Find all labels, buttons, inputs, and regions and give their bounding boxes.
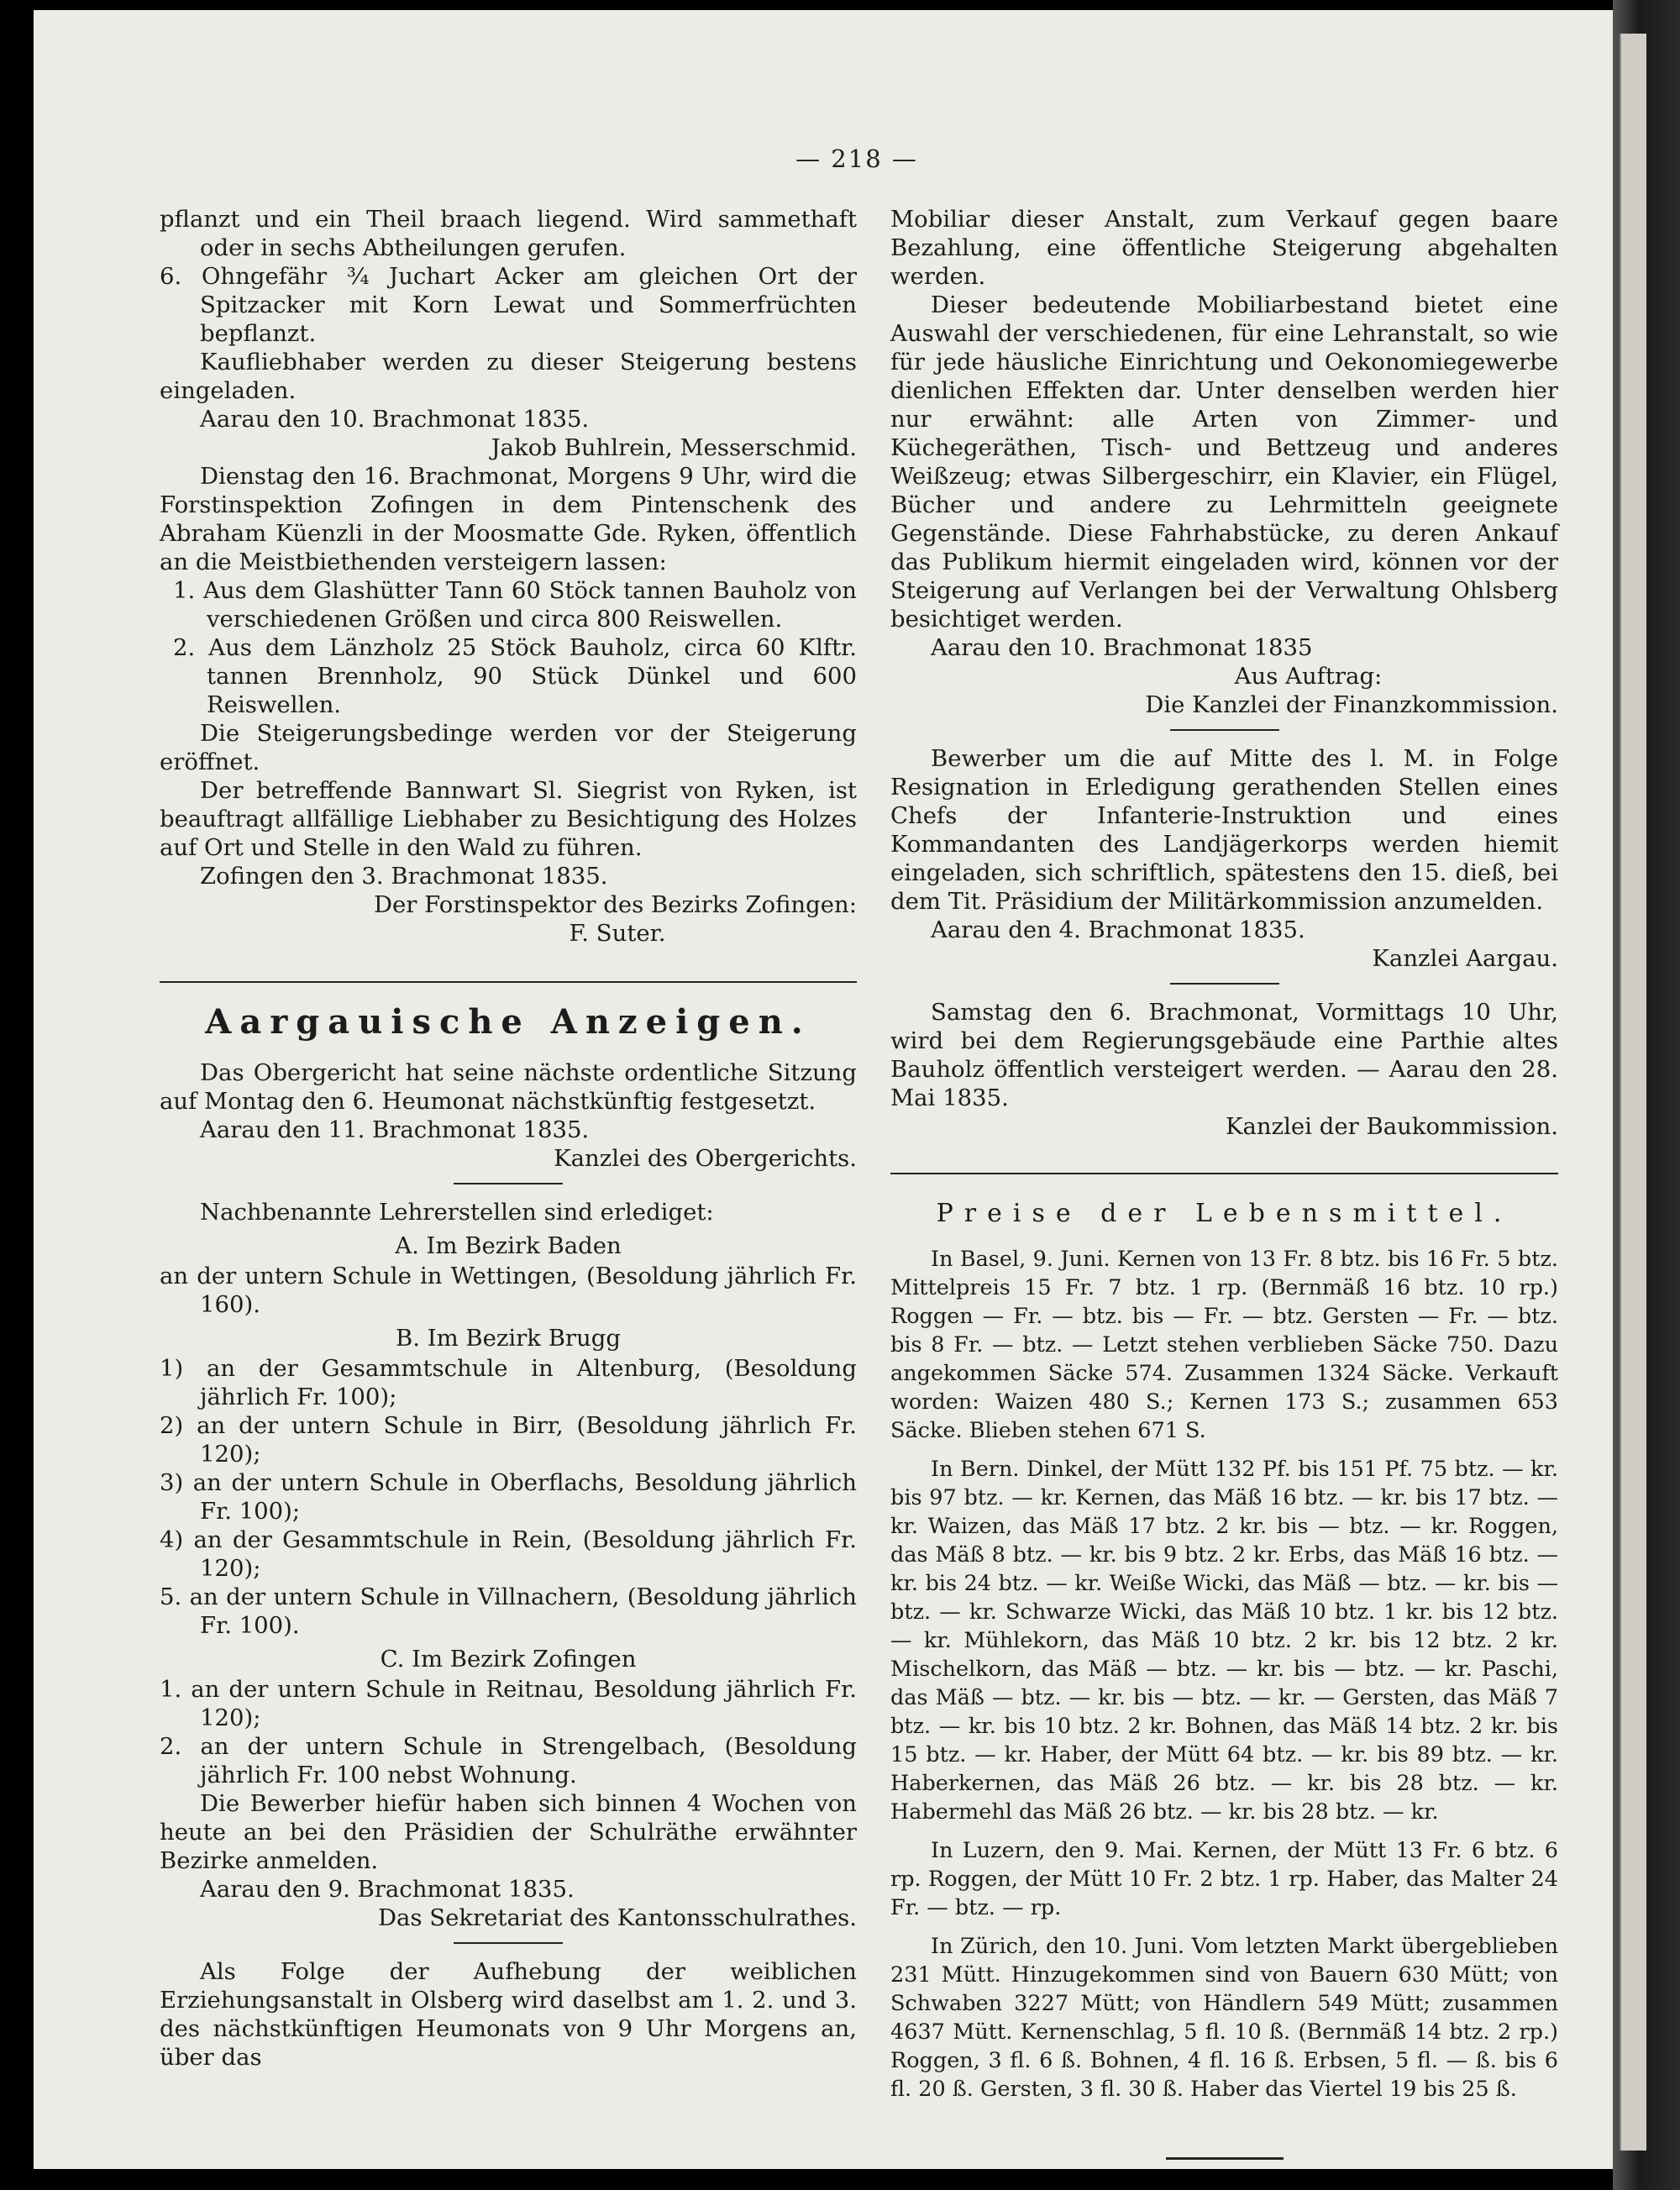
samstag-sig: Kanzlei der Baukommission. bbox=[1225, 1113, 1558, 1140]
forst-sig-2: F. Suter. bbox=[569, 920, 666, 947]
forst-intro: Dienstag den 16. Brachmonat, Morgens 9 Uhr, wird die Forstinspektion Zofingen in dem Pintenschenk des Abraham Küenzli in der Moosmatte Gde. Ryken, öffentlich an die Meistbiethenden versteigern lassen: bbox=[160, 463, 857, 575]
district-b-item: 3) an der untern Schule in Oberflachs, Besoldung jährlich Fr. 100); bbox=[160, 1469, 857, 1525]
district-c-item: 1. an der untern Schule in Reitnau, Besoldung jährlich Fr. 120); bbox=[160, 1676, 857, 1731]
lot-6: 6. Ohngefähr ¾ Juchart Acker am gleichen Ort der Spitzacker mit Korn Lewat und Sommerfrüchten bepflanzt. bbox=[160, 263, 857, 347]
lehrer-bewerber: Die Bewerber hiefür haben sich binnen 4 Wochen von heute an bei den Präsidien der Schulräthe erwähnter Bezirke anmelden. bbox=[160, 1790, 857, 1874]
district-b-item: 1) an der Gesammtschule in Altenburg, (Besoldung jährlich Fr. 100); bbox=[160, 1355, 857, 1410]
section-divider bbox=[160, 981, 857, 983]
section-divider bbox=[890, 1173, 1558, 1174]
date-line: Aarau den 10. Brachmonat 1835. bbox=[200, 406, 590, 433]
forst-item-2: 2. Aus dem Länzholz 25 Stöck Bauholz, circa 60 Klftr. tannen Brennholz, 90 Stück Dünkel und 600 Reiswellen. bbox=[173, 634, 857, 718]
lot-5-cont: pflanzt und ein Theil braach liegend. Wird sammethaft oder in sechs Abtheilungen gerufen. bbox=[160, 206, 857, 261]
divider bbox=[1170, 729, 1279, 731]
obergericht-date: Aarau den 11. Brachmonat 1835. bbox=[200, 1116, 590, 1143]
district-b-item: 2) an der untern Schule in Birr, (Besoldung jährlich Fr. 120); bbox=[160, 1412, 857, 1468]
price-zuerich: In Zürich, den 10. Juni. Vom letzten Markt übergeblieben 231 Mütt. Hinzugekommen sind von Bauern 630 Mütt; von Schwaben 3227 Mütt; von Händlern 549 Mütt; zusammen 4637 Mütt. Kernenschlag, 5 fl. 10 ß. (Bernmäß 14 btz. 2 rp.) Roggen, 3 fl. 6 ß. Bohnen, 4 fl. 16 ß. Erbsen, 5 fl. — ß. bis 6 fl. 20 ß. Gersten, 3 fl. 30 ß. Haber das Viertel 19 bis 25 ß. bbox=[890, 1934, 1558, 2102]
page-number: — 218 — bbox=[795, 144, 918, 173]
signature: Jakob Buhlrein, Messerschmid. bbox=[491, 434, 857, 461]
divider bbox=[454, 1942, 563, 1944]
end-rule bbox=[1166, 2157, 1284, 2160]
samstag-notice: Samstag den 6. Brachmonat, Vormittags 10 Uhr, wird bei dem Regierungsgebäude eine Parthie altes Bauholz öffentlich versteigert werden. — Aarau den 28. Mai 1835. bbox=[890, 999, 1558, 1111]
price-luzern: In Luzern, den 9. Mai. Kernen, der Mütt 13 Fr. 6 btz. 6 rp. Roggen, der Mütt 10 Fr. 2 btz. 1 rp. Haber, das Malter 24 Fr. — btz. — rp. bbox=[890, 1838, 1558, 1920]
prices-heading: Preise der Lebensmittel. bbox=[936, 1199, 1513, 1228]
district-b-item: 5. an der untern Schule in Villnachern, (Besoldung jährlich Fr. 100). bbox=[160, 1583, 857, 1639]
price-bern: In Bern. Dinkel, der Mütt 132 Pf. bis 151 Pf. 75 btz. — kr. bis 97 btz. — kr. Kernen, das Mäß 16 btz. — kr. bis 17 btz. — kr. Waizen, das Mäß 17 btz. 2 kr. bis — btz. — kr. Roggen, das Mäß 8 btz. — kr. bis 9 btz. 2 kr. Erbs, das Mäß 16 btz. — kr. bis 24 btz. — kr. Weiße Wicki, das Mäß — btz. — kr. bis — btz. — kr. Schwarze Wicki, das Mäß 10 btz. 1 kr. bis 12 btz. — kr. Mühlekorn, das Mäß 10 btz. 2 kr. bis 12 btz. 2 kr. Mischelkorn, das Mäß — btz. — kr. bis — btz. — kr. Paschi, das Mäß — btz. — kr. bis — btz. — kr. — Gersten, das Mäß 7 btz. — kr. bis 10 btz. 2 kr. Bohnen, das Mäß 14 btz. 2 kr. bis 15 btz. — kr. Haber, der Mütt 64 btz. — kr. bis 89 btz. — kr. Haberkernen, das Mäß 26 btz. — kr. bis 28 btz. — kr. Habermehl das Mäß 26 btz. — kr. bis 28 btz. — kr. bbox=[890, 1457, 1558, 1825]
forst-bannwart: Der betreffende Bannwart Sl. Siegrist von Ryken, ist beauftragt allfällige Liebhaber zu Besichtigung des Holzes auf Ort und Stelle in den Wald zu führen. bbox=[160, 777, 857, 861]
invitation: Kaufliebhaber werden zu dieser Steigerung bestens eingeladen. bbox=[160, 349, 857, 404]
lehrer-date: Aarau den 9. Brachmonat 1835. bbox=[200, 1876, 575, 1903]
forst-sig-1: Der Forstinspektor des Bezirks Zofingen: bbox=[373, 891, 857, 918]
forst-item-1: 1. Aus dem Glashütter Tann 60 Stöck tannen Bauholz von verschiedenen Größen und circa 800 Reiswellen. bbox=[173, 577, 857, 633]
bewerber-sig: Kanzlei Aargau. bbox=[1372, 945, 1558, 972]
obergericht-notice: Das Obergericht hat seine nächste ordentliche Sitzung auf Montag den 6. Heumonat nächstkünftig festgesetzt. bbox=[160, 1059, 857, 1115]
district-a-item: an der untern Schule in Wettingen, (Besoldung jährlich Fr. 160). bbox=[160, 1263, 857, 1318]
olsberg-notice-cont: Mobiliar dieser Anstalt, zum Verkauf gegen baare Bezahlung, eine öffentliche Steigerung abgehalten werden. bbox=[890, 206, 1558, 290]
forst-bedinge: Die Steigerungsbedinge werden vor der Steigerung eröffnet. bbox=[160, 720, 857, 775]
divider bbox=[1170, 983, 1279, 985]
newspaper-page bbox=[34, 10, 1613, 2169]
price-basel: In Basel, 9. Juni. Kernen von 13 Fr. 8 btz. bis 16 Fr. 5 btz. Mittelpreis 15 Fr. 7 btz. 1 rp. (Bernmäß 16 btz. 10 rp.) Roggen — Fr. — btz. bis — Fr. — btz. Gersten — Fr. — btz. bis 8 Fr. — btz. — Letzt stehen verblieben Säcke 750. Dazu angekommen Säcke 574. Zusammen 1324 Säcke. Verkauft worden: Waizen 480 S.; Kernen 173 S.; zusammen 653 Säcke. Blieben stehen 671 S. bbox=[890, 1247, 1558, 1443]
obergericht-sig: Kanzlei des Obergerichts. bbox=[554, 1145, 857, 1172]
mobiliar-text: Dieser bedeutende Mobiliarbestand bietet eine Auswahl der verschiedenen, für eine Lehranstalt, so wie für jede häusliche Einrichtung und Oekonomiegewerbe dienlichen Effekten dar. Unter denselben werden hier nur erwähnt: alle Arten von Zimmer- und Küchegeräthen, Tisch- und Bettzeug und anderes Weißzeug; etwas Silbergeschirr, ein Klavier, ein Flügel, Bücher und andere zu Lehrmitteln geeignete Gegenstände. Diese Fahrhabstücke, zu deren Ankauf das Publikum hiermit eingeladen wird, können vor der Steigerung auf Verlangen bei der Verwaltung Ohlsberg besichtiget werden. bbox=[890, 291, 1558, 633]
district-c-item: 2. an der untern Schule in Strengelbach, (Besoldung jährlich Fr. 100 nebst Wohnung. bbox=[160, 1733, 857, 1788]
forst-date: Zofingen den 3. Brachmonat 1835. bbox=[200, 863, 608, 890]
bewerber-date: Aarau den 4. Brachmonat 1835. bbox=[931, 916, 1305, 943]
district-a-heading: A. Im Bezirk Baden bbox=[395, 1232, 622, 1259]
divider bbox=[454, 1183, 563, 1184]
right-column bbox=[890, 205, 1558, 2160]
section-heading: Aargauische Anzeigen. bbox=[205, 1002, 811, 1042]
lehrer-sig: Das Sekretariat des Kantonsschulrathes. bbox=[377, 1904, 857, 1931]
left-column bbox=[160, 205, 857, 2072]
bewerber-notice: Bewerber um die auf Mitte des l. M. in Folge Resignation in Erledigung gerathenden Stellen eines Chefs der Infanterie-Instruktion und eines Kommandanten des Landjägerkorps werden hiemit eingeladen, sich schriftlich, spätestens den 15. dieß, bei dem Tit. Präsidium der Militärkommission anzumelden. bbox=[890, 745, 1558, 915]
district-b-item: 4) an der Gesammtschule in Rein, (Besoldung jährlich Fr. 120); bbox=[160, 1526, 857, 1582]
mobiliar-sig-2: Die Kanzlei der Finanzkommission. bbox=[1145, 691, 1558, 718]
mobiliar-date: Aarau den 10. Brachmonat 1835 bbox=[931, 634, 1313, 661]
olsberg-notice: Als Folge der Aufhebung der weiblichen Erziehungsanstalt in Olsberg wird daselbst am 1. 2. und 3. des nächstkünftigen Heumonats von 9 Uhr Morgens an, über das bbox=[160, 1958, 857, 2071]
lehrer-intro: Nachbenannte Lehrerstellen sind erlediget: bbox=[200, 1199, 714, 1226]
district-b-heading: B. Im Bezirk Brugg bbox=[396, 1325, 621, 1352]
district-c-heading: C. Im Bezirk Zofingen bbox=[380, 1646, 637, 1673]
next-page-edge bbox=[1620, 34, 1646, 2151]
mobiliar-sig-1: Aus Auftrag: bbox=[1234, 663, 1383, 690]
